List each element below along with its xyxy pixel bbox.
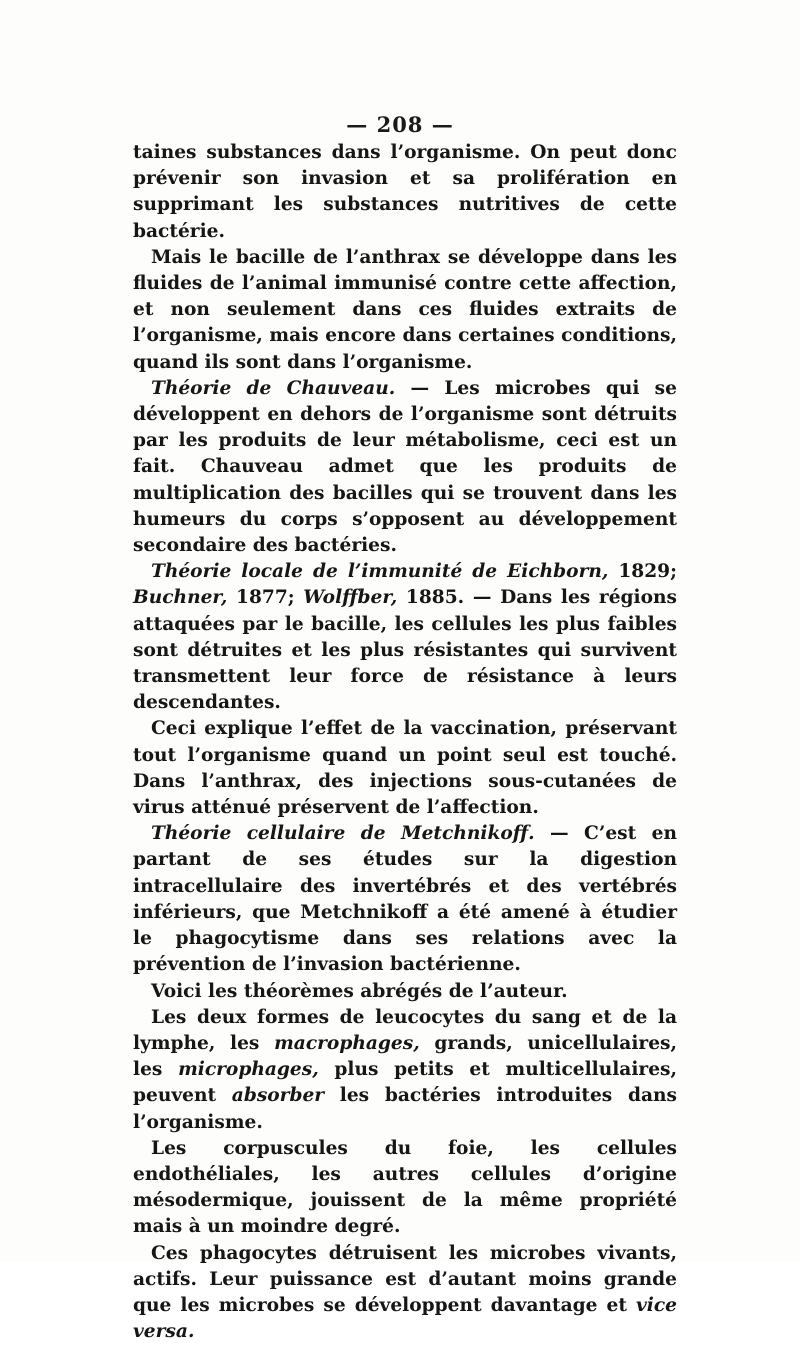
italic-text-run: Théorie de Chauveau. bbox=[151, 377, 396, 399]
italic-text-run: vice versa. bbox=[133, 1294, 677, 1343]
italic-text-run: microphages, bbox=[178, 1059, 319, 1081]
text-run: 1877; bbox=[227, 587, 304, 609]
paragraph bbox=[133, 979, 677, 1005]
text-run: Les deux formes de leucocytes du sang et de la lymphe, les bbox=[133, 1006, 677, 1054]
italic-text-run: Buchner, bbox=[133, 587, 228, 609]
text-run: — C’est en partant de ses études sur la digestion intracellulaire des invertébrés et des vertébrés inférieurs, que Metchnikoff a été amené à étudier le phagocytisme dans ses relations avec la prévention de l’invasion bactérienne. bbox=[133, 823, 677, 976]
text-run: — Les microbes qui se développent en dehors de l’organisme sont détruits par les produits de leur métabolisme, ceci est un fait. Chauveau admet que les produits de multiplication des bacilles qui se trouvent dans les humeurs du corps s’opposent au développement secondaire des bactéries. bbox=[133, 377, 677, 557]
italic-text-run: macrophages, bbox=[274, 1032, 420, 1054]
text-run: 1885. — Dans les régions attaquées par le bacille, les cellules les plus faibles sont détruites et les plus résistantes qui survivent transmettent leur force de résistance à leurs descendantes. bbox=[133, 587, 677, 714]
text-run: Ceci explique l’effet de la vaccination, préservant tout l’organisme quand un point seul est touché. Dans l’anthrax, des injections sous-cutanées de virus atténué préservent de l’affection. bbox=[133, 718, 677, 819]
italic-text-run: absorber bbox=[231, 1085, 325, 1107]
text-run: taines substances dans l’organisme. On peut donc prévenir son invasion et sa prolifération en supprimant les substances nutritives de cette bactérie. bbox=[133, 142, 677, 242]
paragraph bbox=[133, 1241, 677, 1345]
text-run: plus petits et multicellulaires, peuvent bbox=[133, 1059, 677, 1107]
italic-text-run: Théorie cellulaire de Metchnikoff. bbox=[151, 823, 535, 845]
text-run: Ces phagocytes détruisent les microbes vivants, actifs. Leur puissance est d’autant moins grande que les microbes se développent davantage et bbox=[133, 1242, 677, 1316]
paragraph bbox=[133, 140, 677, 245]
text-run: Les corpuscules du foie, les cellules endothéliales, les autres cellules d’origine mésodermique, jouissent de la même propriété mais à un moindre degré. bbox=[133, 1137, 677, 1238]
text-run: grands, unicellulaires, les bbox=[133, 1032, 677, 1081]
italic-text-run: Théorie locale de l’immunité de Eichborn, bbox=[151, 561, 609, 583]
text-run: les bactéries introduites dans l’organisme. bbox=[133, 1085, 677, 1133]
page-number: — 208 — bbox=[346, 112, 454, 137]
paragraph bbox=[133, 1005, 677, 1136]
paragraph bbox=[133, 716, 677, 821]
text-run: Voici les théorèmes abrégés de l’auteur. bbox=[151, 980, 568, 1002]
text-run: 1829; bbox=[608, 561, 677, 583]
paragraph bbox=[133, 376, 677, 559]
body-text bbox=[133, 140, 677, 1345]
paragraph bbox=[133, 245, 677, 376]
italic-text-run: Wolffber, bbox=[303, 587, 398, 609]
paragraph bbox=[133, 821, 677, 978]
text-run: Mais le bacille de l’anthrax se développe dans les fluides de l’animal immunisé contre cette affection, et non seulement dans ces fluides extraits de l’organisme, mais encore dans certaines conditions, quand ils sont dans l’organisme. bbox=[133, 246, 677, 373]
paragraph bbox=[133, 559, 677, 716]
paragraph bbox=[133, 1136, 677, 1241]
